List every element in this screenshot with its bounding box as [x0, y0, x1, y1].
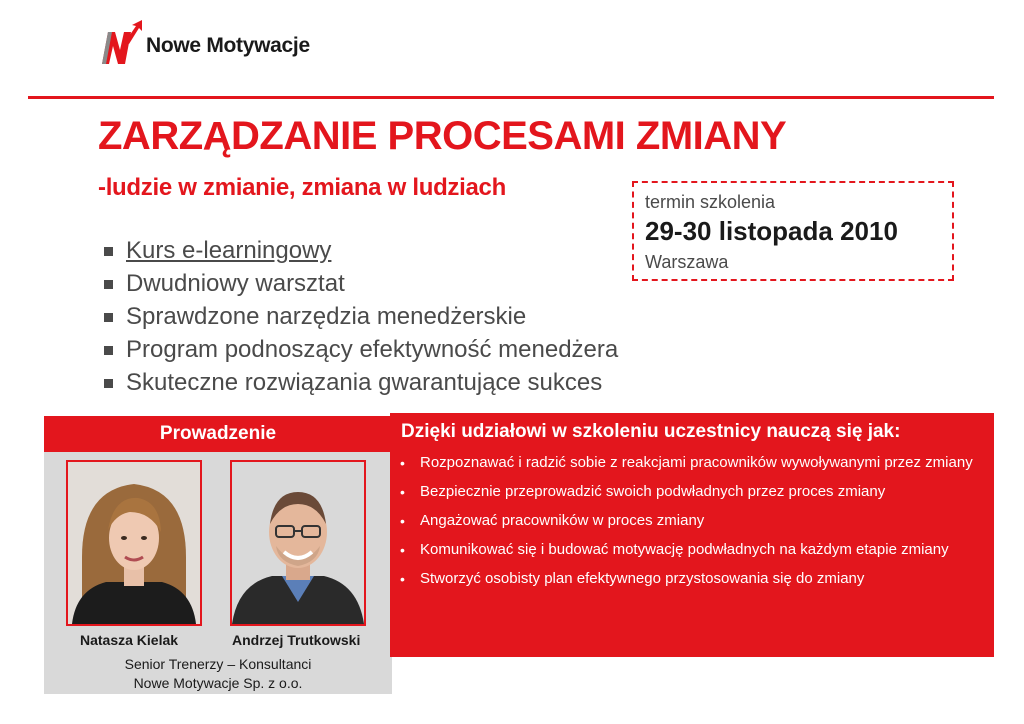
date-city: Warszawa — [645, 252, 729, 272]
benefit-text: Bezpiecznie przeprowadzić swoich podwładnych przez proces zmiany — [420, 483, 886, 500]
feature-item — [104, 300, 664, 333]
male-portrait-icon — [232, 462, 364, 624]
feature-link[interactable]: Kurs e-learningowy — [126, 237, 332, 264]
bullet-icon: • — [400, 513, 405, 529]
bullet-icon: • — [400, 571, 405, 587]
benefit-item — [397, 481, 977, 503]
logo-text: Nowe Motywacje — [146, 34, 310, 57]
trainers-role-title: Senior Trenerzy – Konsultanci — [124, 656, 312, 672]
trainers-panel — [44, 452, 392, 694]
trainer-photo-female — [66, 460, 202, 626]
logo-mark-icon — [98, 20, 144, 68]
trainers-role — [44, 655, 392, 693]
page-title: ZARZĄDZANIE PROCESAMI ZMIANY — [98, 114, 787, 158]
square-bullet-icon — [104, 247, 113, 256]
logo — [98, 20, 338, 68]
feature-item — [104, 333, 664, 366]
square-bullet-icon — [104, 379, 113, 388]
benefits-panel — [390, 413, 994, 657]
benefit-text: Stworzyć osobisty plan efektywnego przystosowania się do zmiany — [420, 570, 865, 587]
header-divider — [28, 96, 994, 99]
bullet-icon: • — [400, 455, 405, 471]
benefits-list — [397, 452, 977, 597]
trainer-name: Natasza Kielak — [80, 632, 179, 648]
feature-item-elearning[interactable] — [104, 234, 664, 267]
square-bullet-icon — [104, 280, 113, 289]
square-bullet-icon — [104, 313, 113, 322]
benefit-item — [397, 452, 977, 474]
benefit-text: Rozpoznawać i radzić sobie z reakcjami pracowników wywoływanymi przez zmiany — [420, 454, 973, 471]
date-value: 29-30 listopada 2010 — [645, 216, 898, 246]
benefit-item — [397, 510, 977, 532]
feature-text: Program podnoszący efektywność menedżera — [126, 336, 619, 363]
training-date-box — [632, 181, 954, 281]
page-subtitle: -ludzie w zmianie, zmiana w ludziach — [98, 174, 506, 201]
benefit-item — [397, 539, 977, 561]
trainer-name: Andrzej Trutkowski — [232, 632, 361, 648]
benefit-text: Komunikować się i budować motywację podwładnych na każdym etapie zmiany — [420, 541, 949, 558]
benefit-text: Angażować pracowników w proces zmiany — [420, 512, 705, 529]
bullet-icon: • — [400, 484, 405, 500]
trainers-company: Nowe Motywacje Sp. z o.o. — [133, 675, 303, 691]
benefits-heading: Dzięki udziałowi w szkoleniu uczestnicy nauczą się jak: — [401, 421, 901, 442]
date-label: termin szkolenia — [645, 192, 776, 212]
feature-item — [104, 267, 664, 300]
square-bullet-icon — [104, 346, 113, 355]
trainers-heading: Prowadzenie — [44, 416, 392, 452]
bullet-icon: • — [400, 542, 405, 558]
feature-item — [104, 366, 664, 399]
trainer-photo-male — [230, 460, 366, 626]
female-portrait-icon — [68, 462, 200, 624]
feature-text: Sprawdzone narzędzia menedżerskie — [126, 303, 527, 330]
features-list — [104, 234, 664, 399]
feature-text: Dwudniowy warsztat — [126, 270, 345, 297]
feature-text: Skuteczne rozwiązania gwarantujące sukces — [126, 369, 603, 396]
benefit-item — [397, 568, 977, 590]
